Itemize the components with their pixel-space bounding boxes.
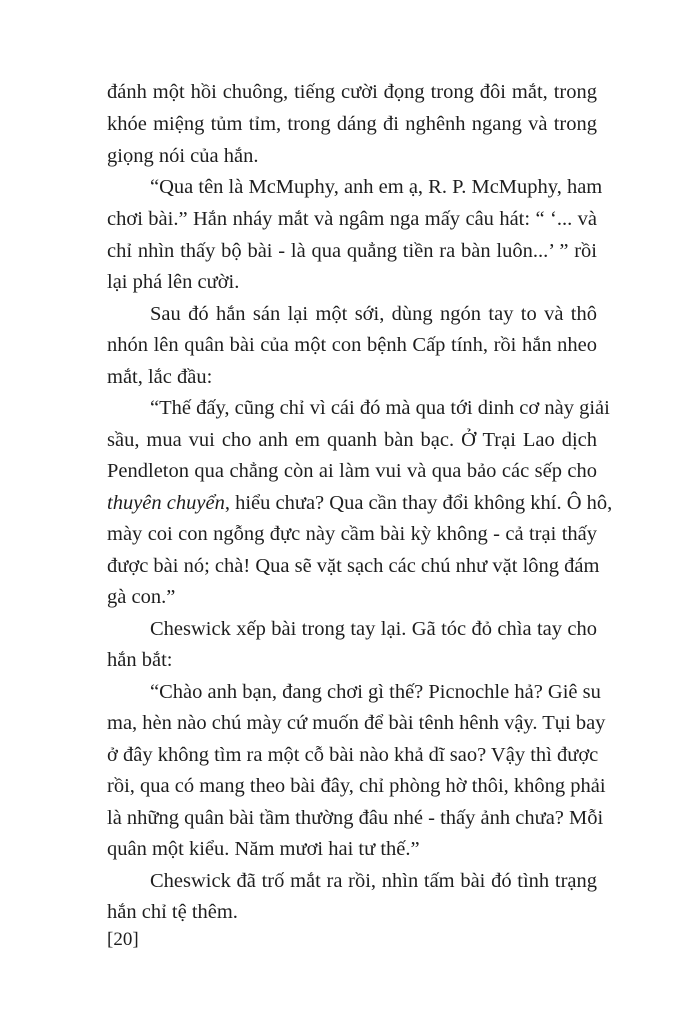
text-line: giọng nói của hắn. (107, 145, 259, 167)
page-number: [20] (107, 929, 139, 950)
text-line: rồi, qua có mang theo bài đây, chỉ phòng hờ thôi, không phải (107, 775, 606, 797)
text-line: thuyên chuyển, hiểu chưa? Qua cần thay đổi không khí. Ô hô, (107, 492, 613, 514)
text-line: “Chào anh bạn, đang chơi gì thế? Picnochle hả? Giê su (150, 681, 601, 703)
text-line: mày coi con ngỗng đực này cầm bài kỳ không - cả trại thấy (107, 523, 597, 545)
text-line: được bài nó; chà! Qua sẽ vặt sạch các chú như vặt lông đám (107, 555, 600, 577)
text-line: ở đây không tìm ra một cỗ bài nào khả dĩ sao? Vậy thì được (107, 744, 599, 766)
text-line: mắt, lắc đầu: (107, 366, 213, 388)
text-line: Cheswick đã trố mắt ra rồi, nhìn tấm bài đó tình trạng (150, 870, 597, 892)
text-line: Cheswick xếp bài trong tay lại. Gã tóc đỏ chìa tay cho (150, 618, 597, 640)
text-line: hắn bắt: (107, 649, 173, 671)
text-line: sầu, mua vui cho anh em quanh bàn bạc. Ở Trại Lao dịch (107, 429, 597, 451)
text-line: đánh một hồi chuông, tiếng cười đọng trong đôi mắt, trong (107, 81, 597, 103)
text-line: là những quân bài tầm thường đâu nhé - thấy ảnh chưa? Mỗi (107, 807, 604, 829)
text-line: hắn chỉ tệ thêm. (107, 901, 238, 923)
text-line: gà con.” (107, 586, 176, 608)
text-line: quân một kiểu. Năm mươi hai tư thế.” (107, 838, 420, 860)
text-line: ma, hèn nào chú mày cứ muốn để bài tênh hênh vậy. Tụi bay (107, 712, 606, 734)
text-line: Sau đó hắn sán lại một sới, dùng ngón tay to và thô (150, 303, 597, 325)
text-line: Pendleton qua chẳng còn ai làm vui và qua bảo các sếp cho (107, 460, 597, 482)
italic-term: thuyên chuyển (107, 492, 225, 514)
text-line: chơi bài.” Hắn nháy mắt và ngâm nga mấy câu hát: “ ‘... và (107, 208, 597, 230)
text-line: “Thế đấy, cũng chỉ vì cái đó mà qua tới dinh cơ này giải (150, 397, 610, 419)
text-line: khóe miệng tủm tỉm, trong dáng đi nghênh ngang và trong (107, 113, 597, 135)
text-line: chỉ nhìn thấy bộ bài - là qua quẳng tiền ra bàn luôn...’ ” rồi (107, 240, 597, 262)
text-line: lại phá lên cười. (107, 271, 240, 293)
text-line: “Qua tên là McMuphy, anh em ạ, R. P. McMuphy, ham (150, 176, 603, 198)
text-line: nhón lên quân bài của một con bệnh Cấp tính, rồi hắn nheo (107, 334, 597, 356)
